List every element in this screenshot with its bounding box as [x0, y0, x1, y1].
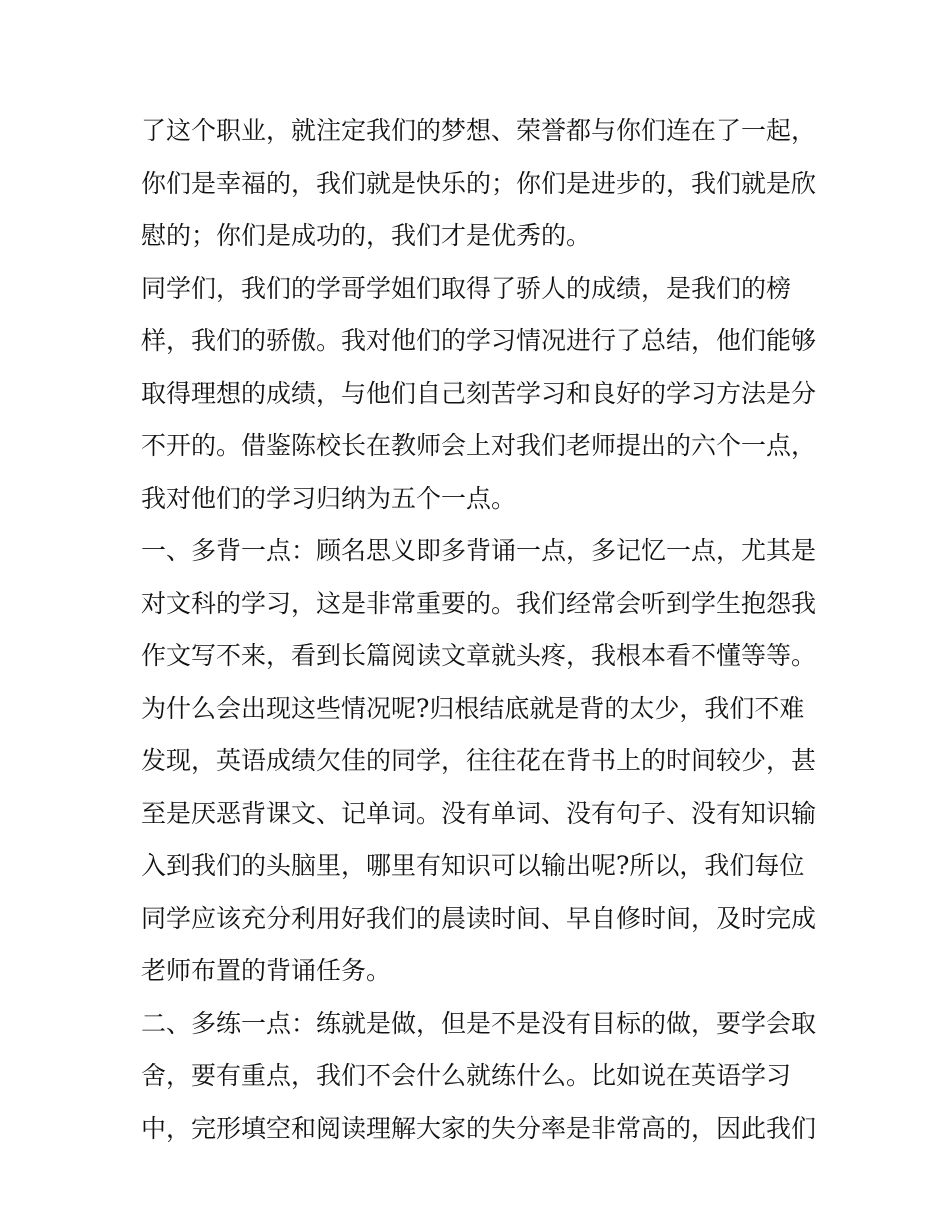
text-line: 一、多背一点：顾名思义即多背诵一点，多记忆一点，尤其是	[141, 536, 817, 565]
text-line: 样，我们的骄傲。我对他们的学习情况进行了总结，他们能够	[141, 326, 817, 355]
text-line: 老师布置的背诵任务。	[141, 956, 392, 985]
text-line: 作文写不来，看到长篇阅读文章就头疼，我根本看不懂等等。	[141, 641, 817, 670]
text-line: 我对他们的学习归纳为五个一点。	[141, 483, 517, 513]
text-line: 了这个职业，就注定我们的梦想、荣誉都与你们连在了一起，	[141, 116, 817, 145]
document-body	[141, 105, 821, 1155]
text-line: 同学们，我们的学哥学姐们取得了骄人的成绩，是我们的榜	[141, 273, 792, 303]
text-line: 同学应该充分利用好我们的晨读时间、早自修时间，及时完成	[141, 903, 817, 933]
text-line: 入到我们的头脑里，哪里有知识可以输出呢?所以，我们每位	[141, 851, 805, 880]
text-line: 舍，要有重点，我们不会什么就练什么。比如说在英语学习	[141, 1061, 792, 1090]
text-line: 发现，英语成绩欠佳的同学，往往花在背书上的时间较少，甚	[141, 746, 817, 775]
text-line: 你们是幸福的，我们就是快乐的；你们是进步的，我们就是欣	[141, 168, 817, 198]
text-line: 对文科的学习，这是非常重要的。我们经常会听到学生抱怨我	[141, 588, 817, 618]
text-line: 不开的。借鉴陈校长在教师会上对我们老师提出的六个一点，	[141, 431, 817, 460]
text-line: 取得理想的成绩，与他们自己刻苦学习和良好的学习方法是分	[141, 378, 817, 408]
text-line: 慰的；你们是成功的，我们才是优秀的。	[141, 221, 592, 250]
text-line: 至是厌恶背课文、记单词。没有单词、没有句子、没有知识输	[141, 798, 817, 828]
text-line: 中，完形填空和阅读理解大家的失分率是非常高的，因此我们	[141, 1113, 817, 1143]
text-line: 为什么会出现这些情况呢?归根结底就是背的太少，我们不难	[141, 693, 805, 723]
text-line: 二、多练一点：练就是做，但是不是没有目标的做，要学会取	[141, 1008, 817, 1038]
